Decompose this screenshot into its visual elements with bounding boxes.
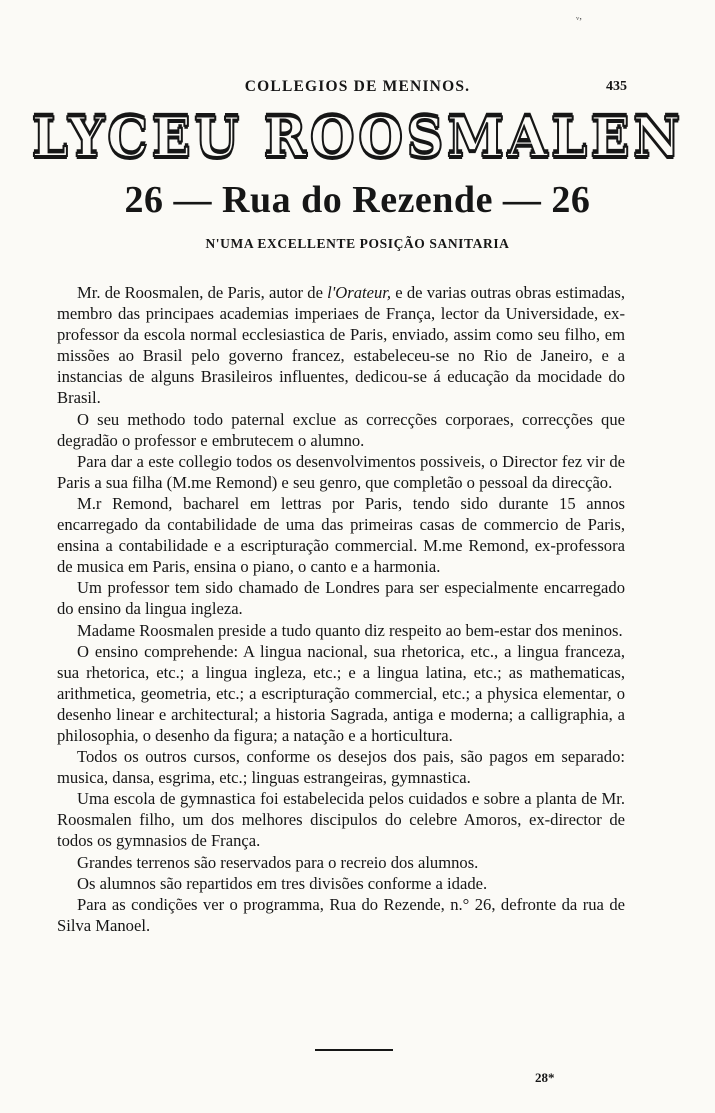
paragraph: Um professor tem sido chamado de Londres para ser especialmente encarregado do ensino da lingua ingleza. bbox=[57, 578, 625, 619]
subtitle: N'UMA EXCELLENTE POSIÇÃO SANITARIA bbox=[205, 236, 510, 251]
end-rule bbox=[315, 1049, 393, 1051]
paragraph: Uma escola de gymnastica foi estabelecida pelos cuidados e sobre a planta de Mr. Roosmalen filho, um dos melhores discipulos do celebre Amoros, ex-director de todos os gymnasios de França. bbox=[57, 789, 625, 851]
book-title: l'Orateur, bbox=[327, 283, 392, 302]
paragraph-intro: Mr. de Roosmalen, de Paris, autor de l'Orateur, e de varias outras obras estimadas, membro das principaes academias imperiaes de França, lector da Universidade, ex-professor da escola normal ecclesiastica de Paris, enviado, assim como seu filho, em missões ao Brasil pelo governo francez, estabeleceu-se no Rio de Janeiro, e a instancias de alguns Brasileiros influentes, dedicou-se á educação da mocidade do Brasil. bbox=[57, 283, 625, 408]
paragraph: Madame Roosmalen preside a tudo quanto diz respeito ao bem-estar dos meninos. bbox=[77, 620, 623, 640]
paragraph: Todos os outros cursos, conforme os desejos dos pais, são pagos em separado: musica, dansa, esgrima, etc.; linguas estrangeiras, gymnastica. bbox=[57, 747, 625, 788]
paragraph: Para dar a este collegio todos os desenvolvimentos possiveis, o Director fez vir de Paris a sua filha (M.me Remond) e seu genro, que completão o pessoal da direcção. bbox=[57, 451, 625, 492]
running-title: COLLEGIOS DE MENINOS. bbox=[244, 78, 471, 95]
corner-mark: ᵥ, bbox=[576, 10, 582, 22]
address-heading: 26 — Rua do Rezende — 26 bbox=[124, 179, 591, 221]
paragraph: O ensino comprehende: A lingua nacional, sua rhetorica, etc., a lingua franceza, sua rhetorica, etc.; a lingua ingleza, etc.; e a lingua latina, etc.; as mathematicas, arithmetica, geometria, etc.; a escripturação commercial, etc.; a physica elementar, o desenho linear e architectural; a historia Sagrada, antiga e moderna; a calligraphia, a philosophia, o desenho da figura; a natação e a horticultura. bbox=[57, 641, 625, 745]
school-name-title: LYCEU ROOSMALEN bbox=[31, 105, 684, 170]
page-header bbox=[0, 78, 715, 102]
paragraph: M.r Remond, bacharel em lettras por Paris, tendo sido durante 15 annos encarregado da contabilidade de uma das primeiras casas de commercio de Paris, ensina a contabilidade e a escripturação commercial. M.me Remond, ex-professora de musica em Paris, ensina o piano, o canto e a harmonia. bbox=[57, 493, 625, 577]
paragraph: O seu methodo todo paternal exclue as correcções corporaes, correcções que degradão o professor e embrutecem o alumno. bbox=[57, 409, 625, 450]
paragraph: Para as condições ver o programma, Rua do Rezende, n.° 26, defronte da rua de Silva Manoel. bbox=[57, 894, 625, 935]
signature-mark: 28* bbox=[535, 1070, 555, 1085]
paragraph: Grandes terrenos são reservados para o recreio dos alumnos. bbox=[77, 852, 479, 872]
body-text bbox=[57, 282, 625, 936]
page-number: 435 bbox=[606, 79, 627, 94]
paragraph: Os alumnos são repartidos em tres divisões conforme a idade. bbox=[77, 873, 488, 893]
